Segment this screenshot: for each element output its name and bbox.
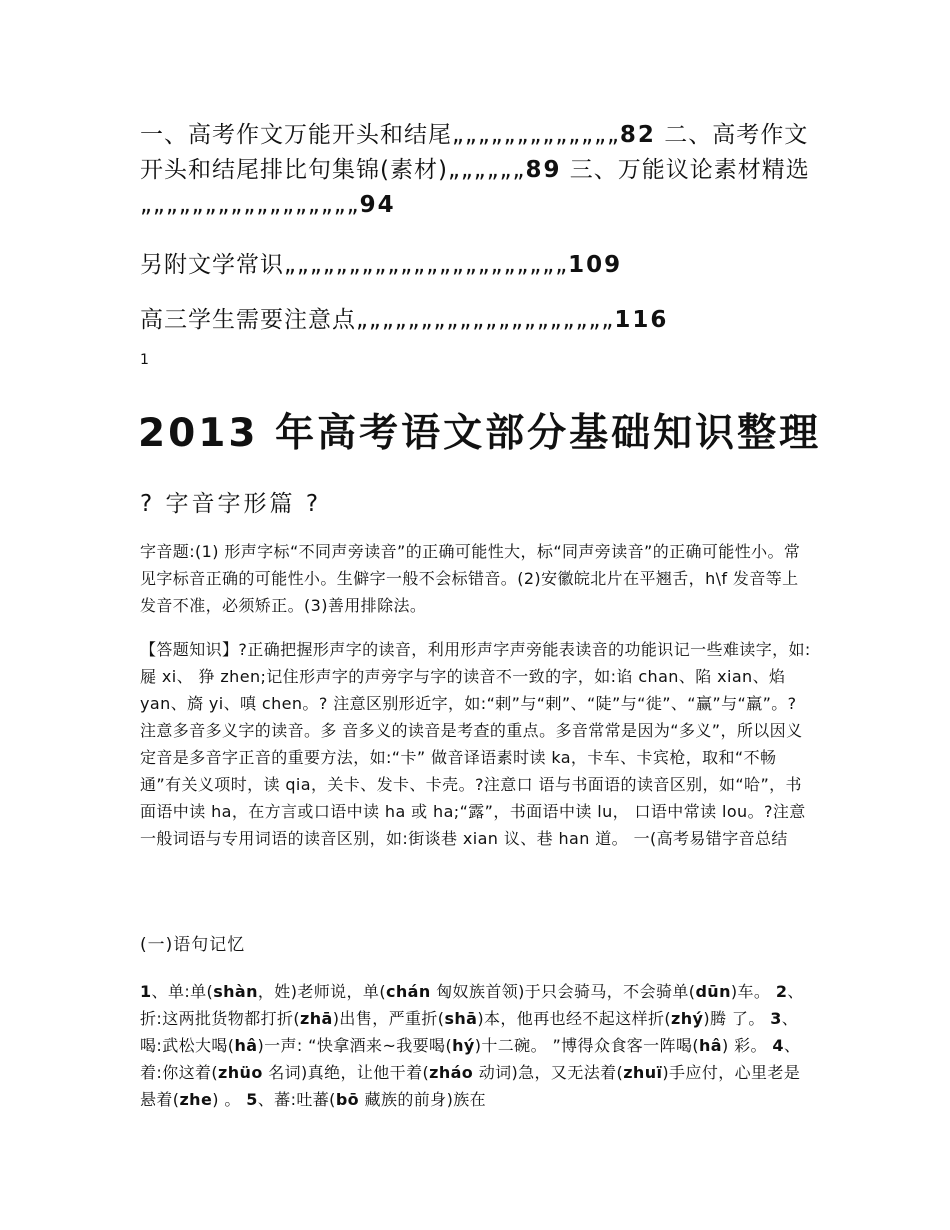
pinyin: shā	[444, 1009, 478, 1028]
text-run: )十二碗。 ”博得众食客一阵喝(	[474, 1036, 699, 1055]
section-title: ? 字音字形篇 ?	[140, 491, 322, 517]
item-number: 2	[775, 982, 788, 1001]
text-run: ) 。	[212, 1090, 247, 1109]
pinyin: hâ	[234, 1036, 258, 1055]
item-number: 1	[140, 982, 152, 1001]
pinyin: dūn	[695, 982, 731, 1001]
item-number: 5	[246, 1090, 258, 1109]
sub-heading: (一)语句记忆	[140, 935, 246, 955]
text-run: 、喝:武松大喝(	[140, 1009, 799, 1055]
pinyin: zhā	[300, 1009, 333, 1028]
text-run: 、折:这两批货物都打折(	[140, 982, 804, 1028]
text-run: 、蕃:吐蕃(	[257, 1090, 336, 1109]
toc-item-1: 一、高考作文万能开头和结尾	[140, 122, 452, 148]
toc-dots: „„„„„„„„„„„„„	[452, 122, 620, 148]
pinyin: bō	[335, 1090, 360, 1109]
page-number: 1	[140, 352, 149, 368]
pinyin: hý	[452, 1036, 475, 1055]
toc-page-number: 116	[614, 307, 669, 333]
pinyin: zhý	[671, 1009, 704, 1028]
pinyin: zháo	[429, 1063, 474, 1082]
toc-page-number: 89	[525, 157, 562, 183]
pinyin: zhe	[179, 1090, 213, 1109]
toc-item-2: 二、高考作文开头和结尾排比句集锦(素材)	[140, 122, 809, 183]
text-run: ) 彩。	[722, 1036, 773, 1055]
text-run: 、着:你这着(	[140, 1036, 801, 1082]
toc-page-number: 94	[359, 192, 396, 218]
paragraph-sentence-memory	[140, 978, 812, 1113]
text-run: )手应付，心里老是悬着(	[140, 1063, 801, 1109]
toc-item-5-line	[140, 301, 668, 334]
text-run: 动词)急，又无法着(	[473, 1063, 624, 1082]
toc-dots: „„„„„„„„„„„„„„„„„„„„	[356, 307, 615, 333]
text-run: )一声: “快拿酒来~我要喝(	[257, 1036, 453, 1055]
item-number: 3	[770, 1009, 782, 1028]
pinyin: hâ	[699, 1036, 722, 1055]
toc-item-4: 另附文学常识	[140, 252, 284, 278]
page-title: 2013 年高考语文部分基础知识整理	[138, 411, 822, 456]
toc-page-number: 109	[568, 252, 623, 278]
toc-item-4-line	[140, 246, 622, 279]
toc-page-number: 82	[619, 122, 656, 148]
text-run: 名词)真绝，让他干着(	[262, 1063, 430, 1082]
text-run: )腾 了。	[703, 1009, 771, 1028]
pinyin: shàn	[213, 982, 258, 1001]
toc-dots: „„„„„„	[447, 157, 526, 183]
pinyin: zhüo	[218, 1063, 263, 1082]
paragraph-answer-knowledge: 【答题知识】?正确把握形声字的读音，利用形声字声旁能表读音的功能识记一些难读字，如:屣 xi、 狰 zhen;记住形声字的声旁字与字的读音不一致的字，如:谄 chan、陷 xian、焰 yan、旖 yi、嗔 chen。? 注意区别形近字，如:“剌”与“剌”、“陡”与“徙”、“赢”与“羸”。?注意多音多义字的读音。多 音多义的读音是考查的重点。多音常常是因为“多义”，所以因义定音是多音字正音的重要方法，如:“卡” 做音译语素时读 ka，卡车、卡宾枪，取和“不畅通”有关义项时，读 qia，关卡、发卡、卡壳。?注意口 语与书面语的读音区别，如“哈”，书面语中读 ha，在方言或口语中读 ha 或 ha;“露”，书面语中读 lu， 口语中常读 lou。?注意一般词语与专用词语的读音区别，如:街谈巷 xian 议、巷 han 道。 一(高考易错字音总结	[140, 640, 811, 848]
text-run: 藏族的前身)族在	[359, 1090, 487, 1109]
text-run: 、单:单(	[151, 982, 214, 1001]
text-run: ，姓)老师说，单(	[257, 982, 386, 1001]
text-run: )出售，严重折(	[332, 1009, 445, 1028]
toc-dots: „„„„„„„„„„„„„„„„„	[140, 192, 360, 218]
pinyin: zhuï	[623, 1063, 663, 1082]
text-run: )车。	[730, 982, 776, 1001]
toc-item-5: 高三学生需要注意点	[140, 307, 356, 333]
paragraph-intro: 字音题:(1) 形声字标“不同声旁读音”的正确可能性大，标“同声旁读音”的正确可能性小。常见字标音正确的可能性小。生僻字一般不会标错音。(2)安徽皖北片在平翘舌，h\f 发音等上发音不准，必须矫正。(3)善用排除法。	[140, 542, 801, 615]
toc-block	[140, 118, 820, 223]
item-number: 4	[772, 1036, 784, 1055]
pinyin: chán	[385, 982, 431, 1001]
text-run: )本，他再也经不起这样折(	[477, 1009, 672, 1028]
toc-dots: „„„„„„„„„„„„„„„„„„„„„„	[284, 252, 569, 278]
text-run: 匈奴族首领)于只会骑马，不会骑单(	[430, 982, 696, 1001]
toc-item-3: 三、万能议论素材精选	[569, 157, 810, 183]
